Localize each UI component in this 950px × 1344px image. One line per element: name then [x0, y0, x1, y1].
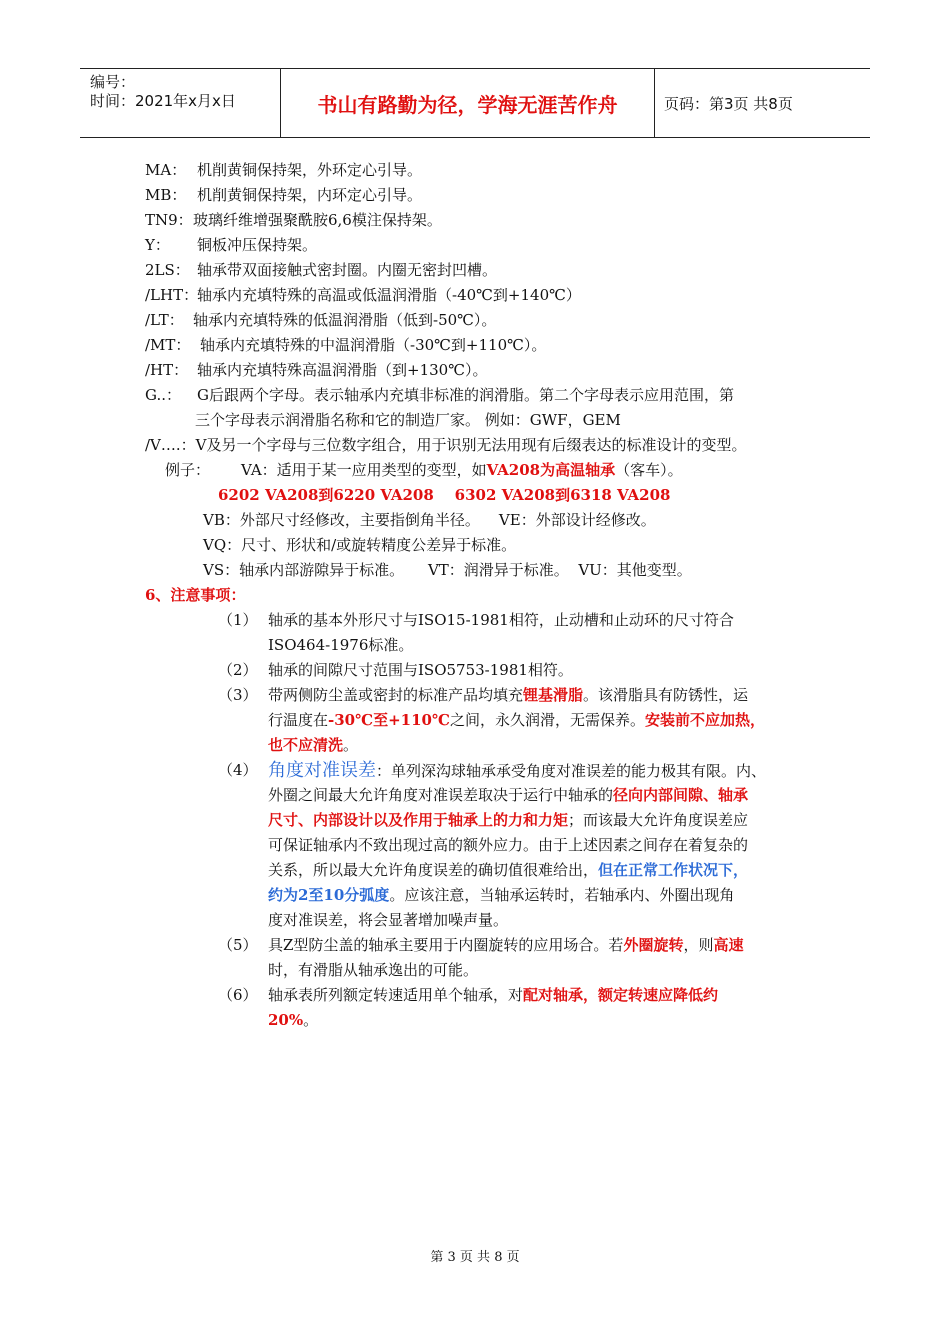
header-meta-cell: [80, 69, 281, 137]
note-number: （5）: [218, 936, 258, 954]
suffix-item: Y： 铜板冲压保持架。: [145, 236, 318, 254]
note-text: 外圈之间最大允许角度对准误差取决于运行中轴承的径向内部间隙、轴承: [268, 786, 749, 804]
note-number: （3）: [218, 686, 258, 704]
suffix-item: 2LS： 轴承带双面接触式密封圈。内圈无密封凹槽。: [145, 261, 498, 279]
note-text: 轴承的间隙尺寸范围与ISO5753-1981相符。: [268, 661, 573, 679]
suffix-item: /HT： 轴承内充填特殊高温润滑脂（到+130℃）。: [145, 361, 488, 379]
note-text: 角度对准误差：单列深沟球轴承承受角度对准误差的能力极其有限。内、: [268, 760, 767, 781]
serial-label: 编号：: [90, 73, 136, 91]
note-text: 关系，所以最大允许角度误差的确切值很难给出，但在正常工作状况下，: [268, 861, 749, 879]
note-number: （2）: [218, 661, 258, 679]
note-text: 尺寸、内部设计以及作用于轴承上的力和力矩；而该最大允许角度误差应: [268, 811, 749, 829]
note-text: 行温度在-30℃至+110℃之间，永久润滑，无需保养。安装前不应加热，: [268, 711, 765, 729]
v-vb-ve-line: VB：外部尺寸经修改，主要指倒角半径。 VE：外部设计经修改。: [203, 511, 656, 529]
suffix-item: TN9：玻璃纤维增强聚酰胺6,6模注保持架。: [145, 211, 442, 229]
note-text: 20%。: [268, 1011, 319, 1029]
note-text: 轴承表所列额定转速适用单个轴承，对配对轴承，额定转速应降低约: [268, 986, 719, 1004]
note-text: 可保证轴承内不致出现过高的额外应力。由于上述因素之间存在着复杂的: [268, 836, 749, 854]
note-text: 度对准误差，将会显著增加噪声量。: [268, 911, 509, 929]
v-range-line: 6202 VA208到6220 VA208 6302 VA208到6318 VA208: [218, 486, 671, 504]
note-text: 带两侧防尘盖或密封的标准产品均填充锂基滑脂。该滑脂具有防锈性，运: [268, 686, 749, 704]
note-text: 具Z型防尘盖的轴承主要用于内圈旋转的应用场合。若外圈旋转，则高速: [268, 936, 744, 954]
g-entry-line: G..： G后跟两个字母。表示轴承内充填非标准的润滑脂。第二个字母表示应用范围，第: [145, 386, 734, 404]
note-number: （6）: [218, 986, 258, 1004]
note-text: 时，有滑脂从轴承逸出的可能。: [268, 961, 479, 979]
v-entry-line: /V….：V及另一个字母与三位数字组合，用于识别无法用现有后缀表达的标准设计的变型。: [145, 436, 747, 454]
page-footer: 第 3 页 共 8 页: [430, 1250, 520, 1265]
note-number: （1）: [218, 611, 258, 629]
header-motto: 书山有路勤为径，学海无涯苦作舟: [281, 69, 655, 137]
note-text: 轴承的基本外形尺寸与ISO15-1981相符，止动槽和止动环的尺寸符合: [268, 611, 734, 629]
v-example-line: 例子： VA：适用于某一应用类型的变型，如VA208为高温轴承（客车）。: [165, 461, 683, 479]
suffix-item: /LHT：轴承内充填特殊的高温或低温润滑脂（-40℃到+140℃）: [145, 286, 581, 304]
page-header: [80, 68, 870, 138]
time-label: 时间：2021年x月x日: [90, 92, 236, 110]
header-page-info: 页码：第3页 共8页: [664, 94, 793, 113]
note-title-angular-misalignment: 角度对准误差: [268, 760, 376, 781]
suffix-item: /LT： 轴承内充填特殊的低温润滑脂（低到-50℃）。: [145, 311, 497, 329]
suffix-item: MB： 机削黄铜保持架，内环定心引导。: [145, 186, 423, 204]
suffix-item: MA： 机削黄铜保持架，外环定心引导。: [145, 161, 423, 179]
g-entry-line: 三个字母表示润滑脂名称和它的制造厂家。 例如：GWF，GEM: [195, 411, 621, 429]
suffix-item: /MT： 轴承内充填特殊的中温润滑脂（-30℃到+110℃）。: [145, 336, 547, 354]
v-vq-line: VQ：尺寸、形状和/或旋转精度公差异于标准。: [203, 536, 517, 554]
v-vs-line: VS：轴承内部游隙异于标准。 VT：润滑异于标准。 VU：其他变型。: [203, 561, 692, 579]
note-text: 约为2至10分弧度。应该注意，当轴承运转时，若轴承内、外圈出现角: [268, 886, 735, 904]
note-text: 也不应清洗。: [268, 736, 359, 754]
note-number: （4）: [218, 761, 258, 779]
notes-heading: 6、注意事项：: [145, 586, 246, 604]
note-text: ISO464-1976标准。: [268, 636, 414, 654]
